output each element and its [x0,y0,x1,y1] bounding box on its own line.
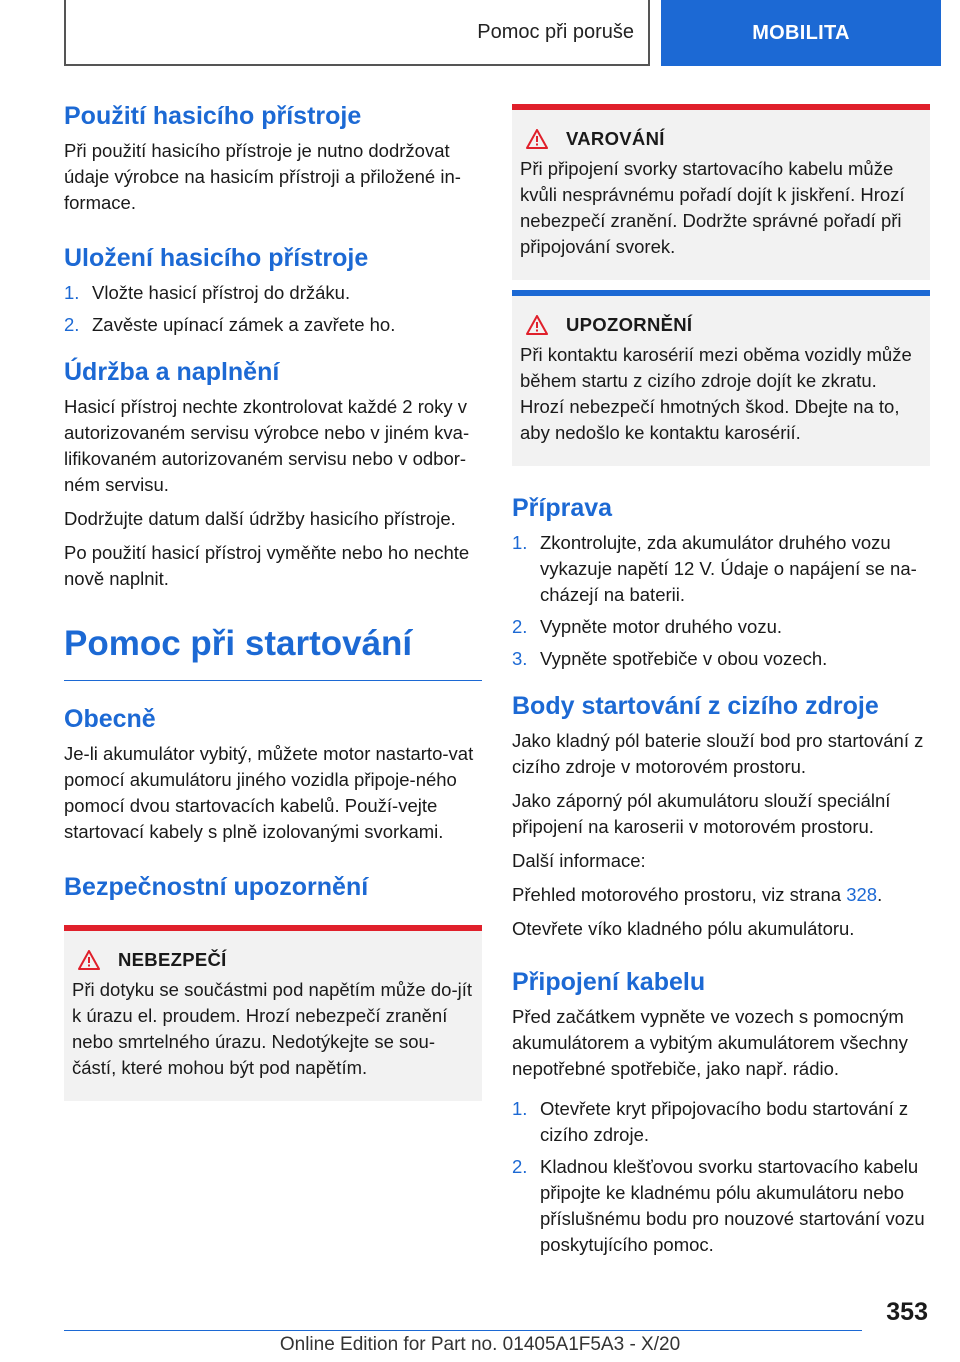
step-text: Vypněte motor druhého vozu. [540,616,783,637]
list-ulozeni [64,280,482,338]
heading-priprava: Příprava [512,494,613,522]
step-text: Zavěste upínací zámek a zavřete ho. [92,314,396,335]
footer-edition: Online Edition for Part no. 01405A1F5A3 - X/20 [279,1334,681,1355]
step-number: 1. [512,1098,528,1119]
right-column [512,104,930,1268]
warning-title: VAROVÁNÍ [566,128,665,149]
step-number: 1. [512,532,528,553]
para-body-1: Jako kladný pól baterie slouží bod pro startování z cizího zdroje v motorovém prostoru. [512,730,924,777]
danger-box [64,925,482,1101]
list-item [512,1096,930,1148]
heading-pouziti: Použití hasicího přístroje [64,102,362,130]
header-chapter-tab [661,0,941,66]
heading-obecne: Obecně [64,705,156,733]
list-item [512,646,930,672]
header-section-tab [64,0,650,66]
warning-box [512,104,930,280]
step-text: Kladnou klešťovou svorku startovacího kabelu připojte ke kladnému pólu akumulátoru nebo příslušnému bodu pro nouzové startování vozu poskytujícího pomoc. [540,1156,925,1255]
heading-main-pomoc: Pomoc při startování [64,622,482,681]
caution-title: UPOZORNĚNÍ [566,314,693,335]
list-item [512,614,930,640]
caution-text: Při kontaktu karosérií mezi oběma vozidly může během startu z cizího zdroje dojít ke zkratu. Hrozí nebezpečí hmotných škod. Dbejte na to, aby nedošlo ke kontaktu karosérií. [520,344,912,443]
step-text: Vložte hasicí přístroj do držáku. [92,282,351,303]
step-text: Zkontrolujte, zda akumulátor druhého vozu vykazuje napětí 12 V. Údaje o napájení se na-cházejí na baterii. [540,532,917,605]
para-obecne: Je-li akumulátor vybitý, můžete motor nastarto-vat pomocí akumulátoru jiného vozidla připoje-ného pomocí dvou startovacích kabelů. Použí-vejte startovací kabely s plně izolovanými svorkami. [64,743,474,842]
footer-divider [64,1330,862,1331]
step-text: Vypněte spotřebiče v obou vozech. [540,648,828,669]
step-text: Otevřete kryt připojovacího bodu startování z cizího zdroje. [540,1098,909,1145]
step-number: 2. [64,314,80,335]
header-chapter-title: MOBILITA [752,21,850,44]
para-udrzba-3: Po použití hasicí přístroj vyměňte nebo ho nechte nově naplnit. [64,542,470,589]
step-number: 2. [512,1156,528,1177]
warning-triangle-icon [526,129,548,149]
list-item [64,312,482,338]
caution-box [512,290,930,466]
para-body-2: Jako záporný pól akumulátoru slouží speciální připojení na karoserii v motorovém prostoru. [512,790,891,837]
para-body-4 [512,882,930,908]
para-pouziti: Při použití hasicího přístroje je nutno dodržovat údaje výrobce na hasicím přístroji a přiložené in-formace. [64,140,461,213]
danger-title: NEBEZPEČÍ [118,949,227,970]
page-number: 353 [886,1298,928,1326]
para-body-5: Otevřete víko kladného pólu akumulátoru. [512,918,855,939]
heading-pripojeni: Připojení kabelu [512,968,706,996]
warning-text: Při připojení svorky startovacího kabelu může kvůli nesprávnému pořadí dojít k jiskření. Hrozí nebezpečí zranění. Dodržte správné pořadí při připojování svorek. [520,158,905,257]
step-number: 1. [64,282,80,303]
page-reference-link[interactable]: 328 [846,884,878,905]
list-priprava [512,530,930,672]
list-item [512,1154,930,1258]
heading-body-startovani: Body startování z cizího zdroje [512,692,879,720]
heading-ulozeni: Uložení hasicího přístroje [64,244,369,272]
step-number: 2. [512,616,528,637]
para-body-4-end: . [877,884,883,905]
para-udrzba-1: Hasicí přístroj nechte zkontrolovat každé 2 roky v autorizovaném servisu výrobce nebo v jiném kva-lifikovaném autorizovaném servisu nebo v odbor-ném servisu. [64,396,470,495]
left-column [64,100,482,1101]
heading-bezpecnostni: Bezpečnostní upozornění [64,873,369,901]
list-pripojeni [512,1096,930,1258]
danger-text: Při dotyku se součástmi pod napětím může do-jít k úrazu el. proudem. Hrozí nebezpečí zranění nebo smrtelného úrazu. Nedotýkejte se sou-částí, které mohou být pod napětím. [72,979,472,1078]
step-number: 3. [512,648,528,669]
para-body-3: Další informace: [512,850,646,871]
header-section-title: Pomoc při poruše [477,20,634,43]
warning-triangle-icon [526,315,548,335]
para-pripojeni: Před začátkem vypněte ve vozech s pomocným akumulátorem a vybitým akumulátorem všechny nepotřebné spotřebiče, jako např. rádio. [512,1006,908,1079]
para-body-4-text: Přehled motorového prostoru, viz strana [512,884,847,905]
heading-udrzba: Údržba a naplnění [64,358,280,386]
para-udrzba-2: Dodržujte datum další údržby hasicího přístroje. [64,508,456,529]
list-item [512,530,930,608]
list-item [64,280,482,306]
warning-triangle-icon [78,950,100,970]
